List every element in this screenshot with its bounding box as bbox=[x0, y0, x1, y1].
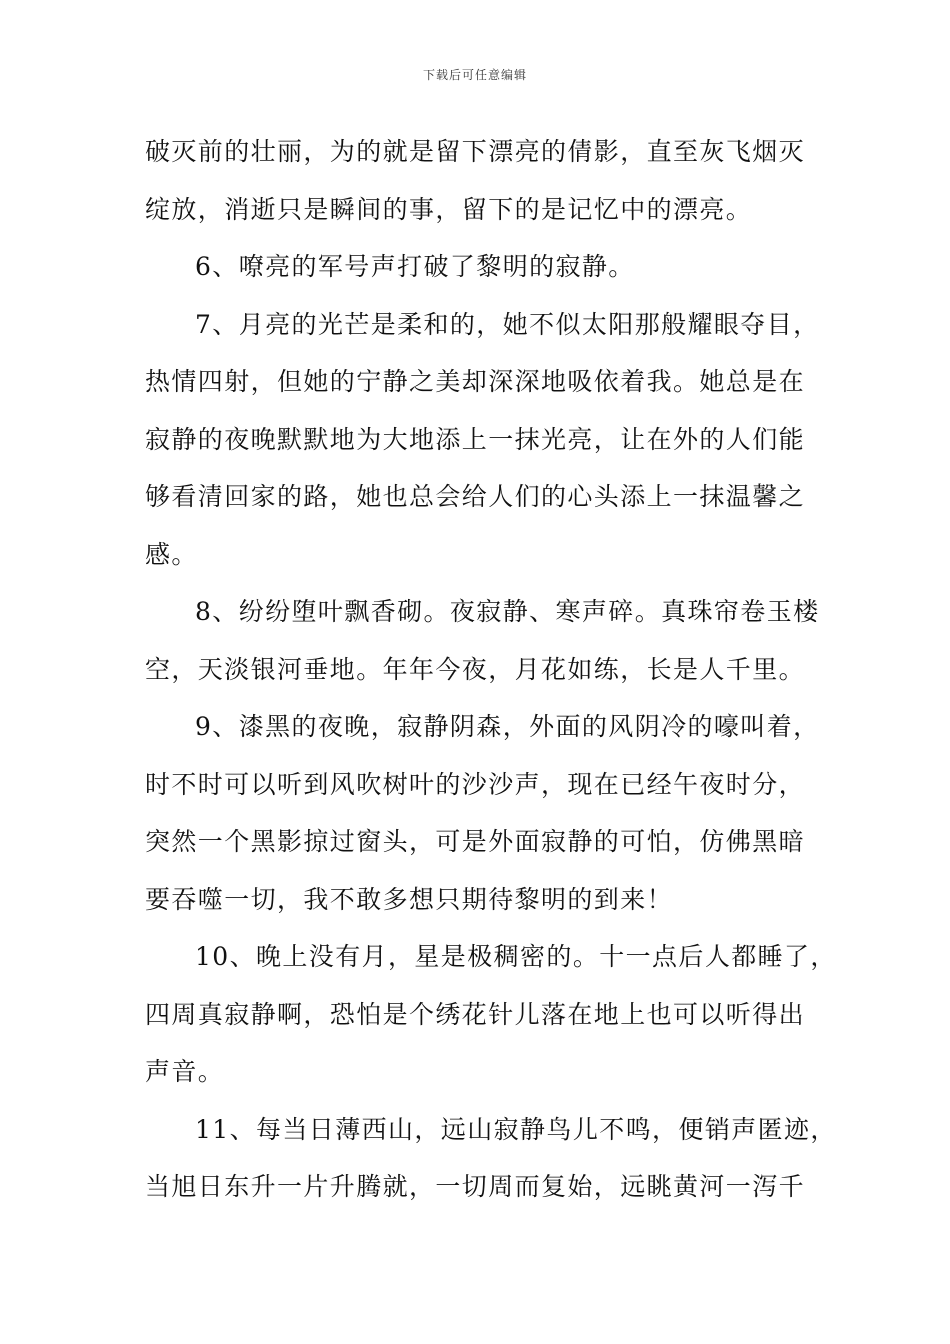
page-header: 下载后可任意编辑 bbox=[422, 68, 527, 82]
text-line: 6、嘹亮的军号声打破了黎明的寂静。 bbox=[195, 252, 635, 281]
text-line: 11、每当日薄西山，远山寂静鸟儿不鸣，便销声匿迹， bbox=[195, 1115, 837, 1144]
text-line: 绽放，消逝只是瞬间的事，留下的是记忆中的漂亮。 bbox=[145, 195, 753, 224]
text-line: 够看清回家的路，她也总会给人们的心头添上一抹温馨之 bbox=[145, 482, 806, 511]
text-line: 9、漆黑的夜晚，寂静阴森，外面的风阴冷的嚎叫着， bbox=[195, 712, 820, 741]
text-line: 感。 bbox=[145, 540, 198, 569]
text-line: 8、纷纷堕叶飘香砌。夜寂静、寒声碎。真珠帘卷玉楼 bbox=[195, 597, 820, 626]
text-line: 空，天淡银河垂地。年年今夜，月花如练，长是人千里。 bbox=[145, 655, 806, 684]
text-line: 10、晚上没有月，星是极稠密的。十一点后人都睡了， bbox=[195, 942, 837, 971]
text-line: 时不时可以听到风吹树叶的沙沙声，现在已经午夜时分， bbox=[145, 770, 806, 799]
text-line: 寂静的夜晚默默地为大地添上一抹光亮，让在外的人们能 bbox=[145, 425, 806, 454]
text-line: 7、月亮的光芒是柔和的，她不似太阳那般耀眼夺目， bbox=[195, 310, 820, 339]
text-line: 声音。 bbox=[145, 1057, 225, 1086]
text-line: 破灭前的壮丽，为的就是留下漂亮的倩影，直至灰飞烟灭 bbox=[145, 137, 806, 166]
text-line: 要吞噬一切，我不敢多想只期待黎明的到来！ bbox=[145, 885, 674, 914]
text-line: 当旭日东升一片升腾就，一切周而复始，远眺黄河一泻千 bbox=[145, 1172, 806, 1201]
text-line: 突然一个黑影掠过窗头，可是外面寂静的可怕，仿佛黑暗 bbox=[145, 827, 806, 856]
text-line: 热情四射，但她的宁静之美却深深地吸依着我。她总是在 bbox=[145, 367, 806, 396]
text-line: 四周真寂静啊，恐怕是个绣花针儿落在地上也可以听得出 bbox=[145, 1000, 806, 1029]
